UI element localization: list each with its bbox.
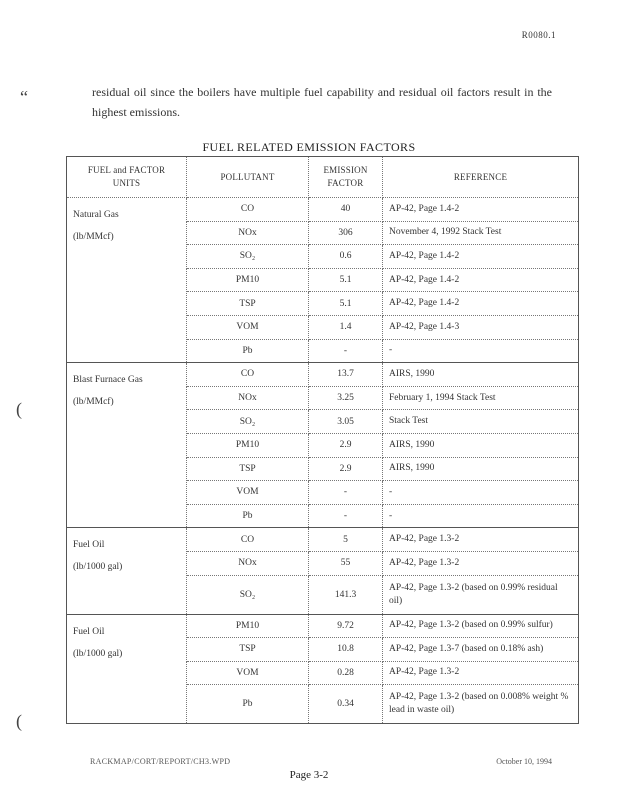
factor-cell: 40 — [309, 198, 383, 222]
footer-date: October 10, 1994 — [496, 757, 552, 766]
factor-cell: 5.1 — [309, 268, 383, 292]
fuel-units: (lb/MMcf) — [73, 232, 114, 242]
reference-cell: - — [383, 339, 579, 363]
factor-cell: - — [309, 481, 383, 505]
reference-cell: - — [383, 481, 579, 505]
factor-cell: 306 — [309, 221, 383, 245]
pollutant-cell: PM10 — [187, 433, 309, 457]
fuel-name: Fuel Oil — [73, 540, 105, 551]
pollutant-cell: SO₂ — [187, 245, 309, 269]
reference-cell: November 4, 1992 Stack Test — [383, 221, 579, 245]
emission-factors-table — [66, 156, 579, 724]
pollutant-cell: CO — [187, 198, 309, 222]
margin-mark-bottom: ( — [16, 711, 22, 731]
factor-cell: 1.4 — [309, 315, 383, 339]
table-header-row — [67, 157, 579, 198]
table-body — [67, 198, 579, 724]
pollutant-cell: Pb — [187, 339, 309, 363]
header-pollutant: POLLUTANT — [187, 157, 309, 198]
table-row — [67, 198, 579, 222]
header-factor: EMISSION FACTOR — [309, 157, 383, 198]
pollutant-cell: SO₂ — [187, 575, 309, 614]
reference-cell: February 1, 1994 Stack Test — [383, 386, 579, 410]
factor-cell: 0.28 — [309, 661, 383, 685]
factor-cell: 10.8 — [309, 638, 383, 662]
factor-cell: - — [309, 339, 383, 363]
reference-cell: AP-42, Page 1.3-2 — [383, 551, 579, 575]
factor-cell: 13.7 — [309, 363, 383, 387]
fuel-name: Blast Furnace Gas — [73, 375, 143, 386]
footer-file-path: RACKMAP/CORT/REPORT/CH3.WPD — [90, 757, 231, 766]
reference-cell: AIRS, 1990 — [383, 457, 579, 481]
factor-cell: 0.34 — [309, 685, 383, 724]
pollutant-cell: NOx — [187, 551, 309, 575]
reference-cell: - — [383, 504, 579, 528]
pollutant-cell: VOM — [187, 481, 309, 505]
pollutant-cell: SO₂ — [187, 410, 309, 434]
margin-mark-top: “ — [20, 87, 28, 107]
factor-cell: 2.9 — [309, 433, 383, 457]
pollutant-cell: Pb — [187, 504, 309, 528]
pollutant-cell: PM10 — [187, 614, 309, 638]
document-id: R0080.1 — [521, 30, 556, 40]
pollutant-cell: CO — [187, 363, 309, 387]
reference-cell: AP-42, Page 1.3-2 (based on 0.008% weight % lead in waste oil) — [383, 685, 579, 724]
factor-cell: 5 — [309, 528, 383, 552]
reference-cell: AIRS, 1990 — [383, 433, 579, 457]
pollutant-cell: CO — [187, 528, 309, 552]
fuel-cell — [67, 614, 187, 724]
reference-cell: AIRS, 1990 — [383, 363, 579, 387]
table-title: FUEL RELATED EMISSION FACTORS — [202, 140, 416, 154]
reference-cell: AP-42, Page 1.4-2 — [383, 245, 579, 269]
factor-cell: 5.1 — [309, 292, 383, 316]
factor-cell: 2.9 — [309, 457, 383, 481]
reference-cell: AP-42, Page 1.3-2 — [383, 661, 579, 685]
factor-cell: 55 — [309, 551, 383, 575]
reference-cell: AP-42, Page 1.3-7 (based on 0.18% ash) — [383, 638, 579, 662]
pollutant-cell: PM10 — [187, 268, 309, 292]
reference-cell: AP-42, Page 1.4-2 — [383, 292, 579, 316]
fuel-units: (lb/1000 gal) — [73, 648, 123, 659]
reference-cell: AP-42, Page 1.3-2 (based on 0.99% sulfur) — [383, 614, 579, 638]
reference-cell: AP-42, Page 1.3-2 (based on 0.99% residual oil) — [383, 575, 579, 614]
reference-cell: AP-42, Page 1.4-2 — [383, 268, 579, 292]
pollutant-cell: NOx — [187, 221, 309, 245]
reference-cell: AP-42, Page 1.4-2 — [383, 198, 579, 222]
factor-cell: - — [309, 504, 383, 528]
header-fuel: FUEL and FACTOR UNITS — [67, 157, 187, 198]
fuel-cell — [67, 198, 187, 363]
table-row — [67, 528, 579, 552]
pollutant-cell: TSP — [187, 292, 309, 316]
reference-cell: Stack Test — [383, 410, 579, 434]
pollutant-cell: Pb — [187, 685, 309, 724]
table-row — [67, 614, 579, 638]
factor-cell: 0.6 — [309, 245, 383, 269]
fuel-cell — [67, 528, 187, 614]
fuel-name: Fuel Oil — [73, 626, 105, 637]
factor-cell: 9.72 — [309, 614, 383, 638]
fuel-units: (lb/1000 gal) — [73, 562, 123, 573]
pollutant-cell: VOM — [187, 661, 309, 685]
factor-cell: 3.25 — [309, 386, 383, 410]
pollutant-cell: NOx — [187, 386, 309, 410]
reference-cell: AP-42, Page 1.4-3 — [383, 315, 579, 339]
page-number: Page 3-2 — [289, 769, 329, 781]
pollutant-cell: VOM — [187, 315, 309, 339]
table-row — [67, 363, 579, 387]
factor-cell: 141.3 — [309, 575, 383, 614]
pollutant-cell: TSP — [187, 457, 309, 481]
fuel-name: Natural Gas — [73, 210, 119, 220]
reference-cell: AP-42, Page 1.3-2 — [383, 528, 579, 552]
header-reference: REFERENCE — [383, 157, 579, 198]
factor-cell: 3.05 — [309, 410, 383, 434]
intro-paragraph: residual oil since the boilers have multiple fuel capability and residual oil factors result in the highest emissions. — [92, 85, 552, 119]
fuel-cell — [67, 363, 187, 528]
fuel-units: (lb/MMcf) — [73, 397, 114, 408]
margin-mark-middle: ( — [16, 399, 22, 419]
pollutant-cell: TSP — [187, 638, 309, 662]
